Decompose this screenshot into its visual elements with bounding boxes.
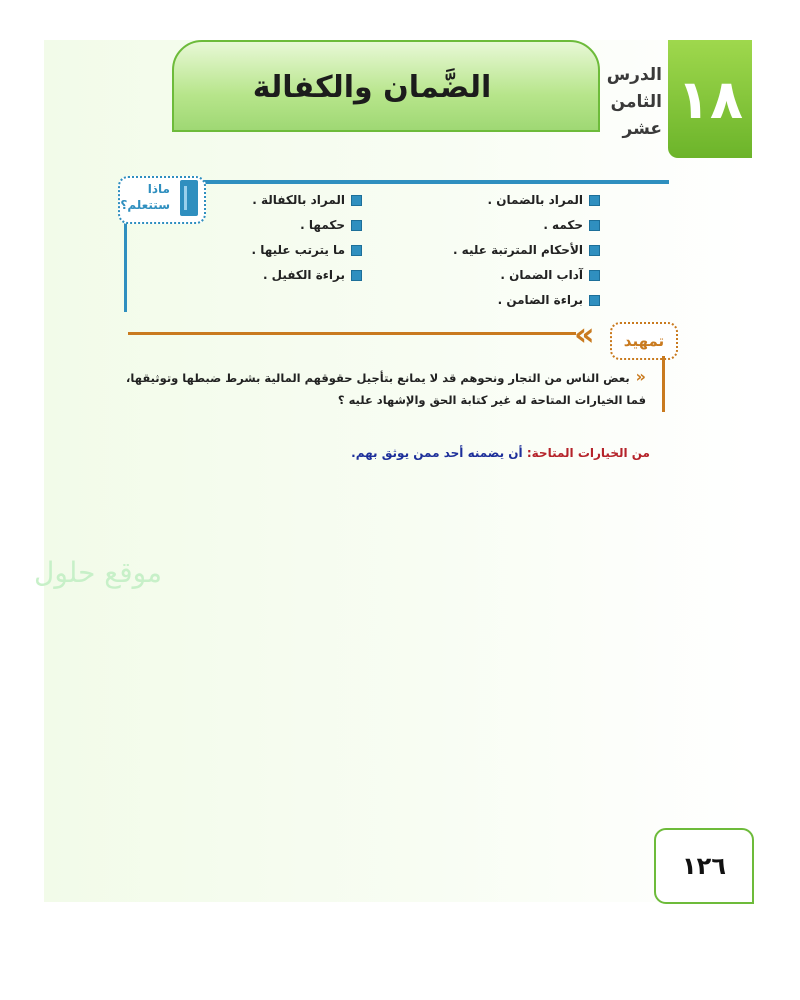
objectives-tag (118, 176, 206, 224)
objective-item: حكمه . (453, 213, 600, 238)
bullet-icon (589, 195, 600, 206)
objective-item: ما يترتب عليها . (251, 238, 362, 263)
lesson-label (596, 62, 662, 143)
bullet-icon (351, 220, 362, 231)
tamheed-divider (128, 332, 576, 335)
objective-item: حكمها . (251, 213, 362, 238)
bullet-icon (351, 270, 362, 281)
tamheed-label: تمهيد (623, 332, 665, 350)
bullet-icon (589, 220, 600, 231)
objective-item: المراد بالكفالة . (251, 188, 362, 213)
objectives-left-column (251, 188, 362, 288)
lesson-label-line2: الثامن (610, 92, 662, 112)
objective-item: براءة الضامن . (453, 288, 600, 313)
tamheed-paragraph (120, 366, 646, 411)
watermark: موقع حلول (34, 556, 163, 589)
objective-item: براءة الكفيل . (251, 263, 362, 288)
page-background (44, 40, 752, 902)
answer-line (200, 446, 650, 460)
page-number-box (654, 828, 754, 904)
objectives-right-column (453, 188, 600, 313)
answer-text: أن يضمنه أحد ممن يوثق بهم. (351, 446, 523, 460)
lesson-title: الضَّمان والكفالة (252, 70, 492, 105)
tamheed-side-bar (662, 356, 665, 412)
objective-item: المراد بالضمان . (453, 188, 600, 213)
double-chevron-icon: « (574, 315, 595, 353)
chevron-icon: « (635, 367, 646, 386)
page-number: ١٢٦ (682, 852, 726, 880)
tamheed-text: بعض الناس من التجار ونحوهم قد لا يمانع بتأجيل حقوقهم المالية بشرط ضبطها وتوثيقها، فما الخيارات المتاحة له غير كتابة الحق والإشهاد عليه ؟ (126, 371, 646, 407)
objectives-tag-line2: ستتعلم؟ (120, 198, 170, 212)
book-icon (180, 180, 198, 216)
bullet-icon (351, 245, 362, 256)
lesson-number-badge (668, 40, 752, 158)
lesson-label-line3: عشر (622, 119, 662, 139)
bullet-icon (589, 270, 600, 281)
lesson-number: ١٨ (677, 67, 743, 131)
bullet-icon (351, 195, 362, 206)
objectives-tag-line1: ماذا (147, 182, 170, 196)
tamheed-tag (610, 322, 678, 360)
objective-item: آداب الضمان . (453, 263, 600, 288)
lesson-label-line1: الدرس (606, 65, 662, 85)
objective-item: الأحكام المترتبة عليه . (453, 238, 600, 263)
answer-prefix: من الخيارات المتاحة: (526, 446, 650, 460)
bullet-icon (589, 295, 600, 306)
bullet-icon (589, 245, 600, 256)
